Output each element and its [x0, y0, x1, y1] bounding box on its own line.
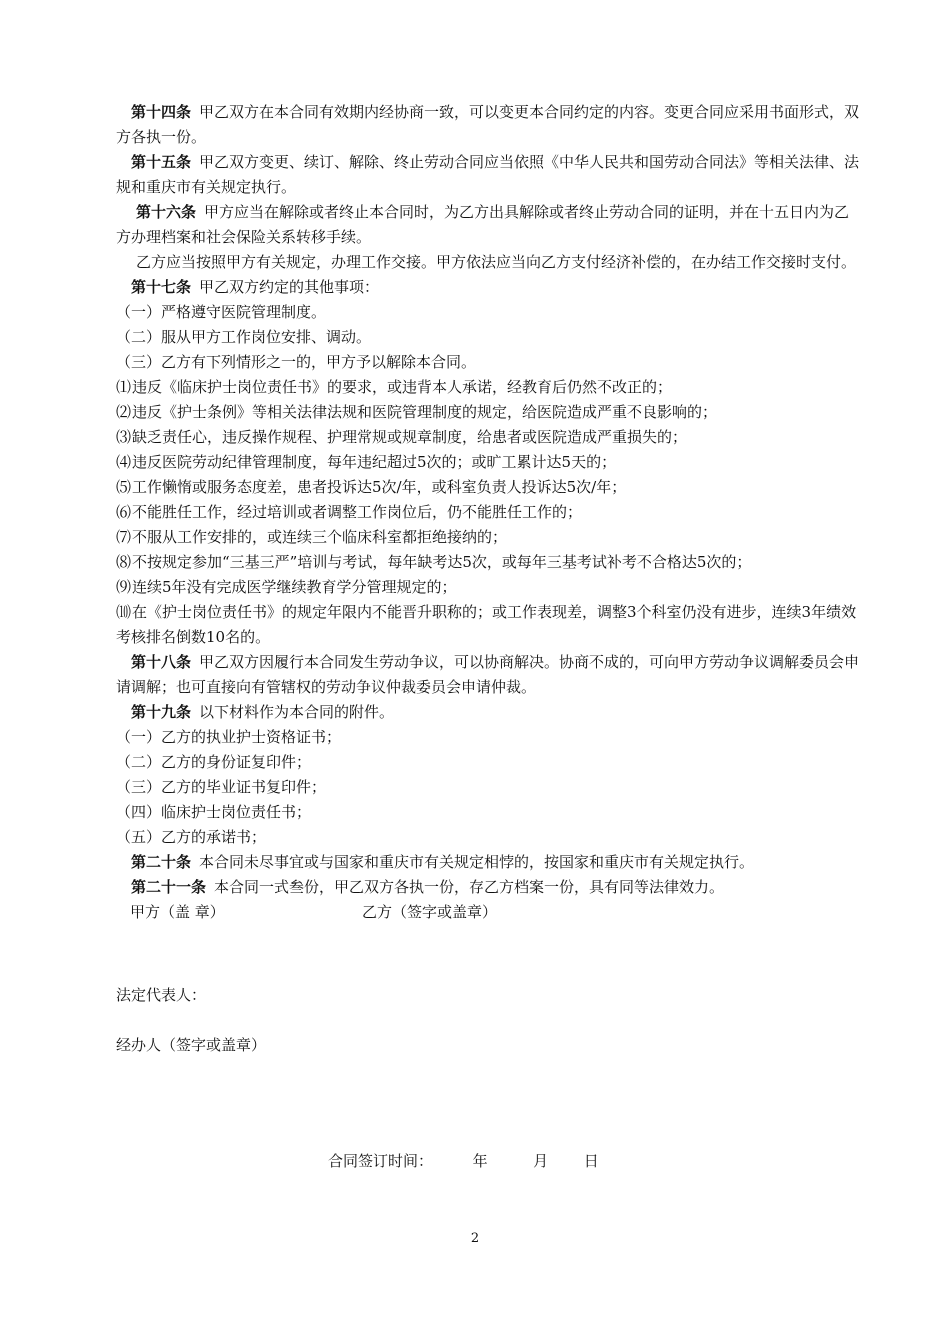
- condition-number: ⑴: [116, 378, 132, 396]
- contract-article: [116, 700, 864, 725]
- article-number: 第二十一条: [131, 878, 207, 896]
- article-text: 甲乙双方变更、续订、解除、终止劳动合同应当依照《中华人民共和国劳动合同法》等相关法律、法规和重庆市有关规定执行。: [116, 153, 860, 196]
- termination-condition: [116, 550, 864, 575]
- list-item: （三）乙方有下列情形之一的，甲方予以解除本合同。: [116, 353, 477, 371]
- article-number: 第十四条: [131, 103, 192, 121]
- termination-condition: [116, 375, 864, 400]
- page-number: 2: [470, 1231, 480, 1246]
- condition-number: ⑹: [116, 503, 132, 521]
- condition-number: ⑼: [116, 578, 132, 596]
- condition-number: ⑻: [116, 553, 132, 571]
- termination-condition: [116, 400, 864, 425]
- list-item: （五）乙方的承诺书；: [116, 828, 267, 846]
- contract-paragraph: 乙方应当按照甲方有关规定，办理工作交接。甲方依法应当向乙方支付经济补偿的，在办结工作交接时支付。: [136, 253, 857, 271]
- date-day: 日: [583, 1152, 599, 1170]
- article-number: 第十六条: [136, 203, 197, 221]
- list-item: （一）严格遵守医院管理制度。: [116, 303, 327, 321]
- contract-article: [116, 100, 864, 150]
- termination-condition: [116, 475, 864, 500]
- contract-article: [116, 200, 864, 250]
- condition-number: ⑽: [116, 603, 132, 621]
- condition-text: 不能胜任工作，经过培训或者调整工作岗位后，仍不能胜任工作的；: [132, 503, 583, 521]
- contract-article: [116, 150, 864, 200]
- list-item: （二）乙方的身份证复印件；: [116, 753, 312, 771]
- party-b-sign: 乙方（签字或盖章）: [362, 903, 498, 921]
- condition-text: 不按规定参加“三基三严”培训与考试，每年缺考达5次，或每年三基考试补考不合格达5次的；: [132, 553, 752, 571]
- contract-article: [116, 275, 864, 300]
- condition-text: 违反医院劳动纪律管理制度，每年违纪超过5次的；或旷工累计达5天的；: [132, 453, 617, 471]
- termination-condition: [116, 600, 864, 650]
- article-text: 本合同未尽事宜或与国家和重庆市有关规定相悖的，按国家和重庆市有关规定执行。: [199, 853, 755, 871]
- contract-body: [116, 100, 864, 1058]
- condition-number: ⑶: [116, 428, 132, 446]
- termination-condition: [116, 425, 864, 450]
- condition-text: 连续5年没有完成医学继续教育学分管理规定的；: [132, 578, 457, 596]
- condition-number: ⑷: [116, 453, 132, 471]
- contract-article: [116, 850, 864, 875]
- condition-text: 违反《护士条例》等相关法律法规和医院管理制度的规定，给医院造成严重不良影响的；: [132, 403, 718, 421]
- list-item: （四）临床护士岗位责任书；: [116, 803, 312, 821]
- condition-number: ⑵: [116, 403, 132, 421]
- termination-condition: [116, 450, 864, 475]
- signature-parties: [116, 900, 864, 925]
- condition-text: 不服从工作安排的，或连续三个临床科室都拒绝接纳的；: [132, 528, 508, 546]
- list-item: （三）乙方的毕业证书复印件；: [116, 778, 327, 796]
- list-item: （二）服从甲方工作岗位安排、调动。: [116, 328, 372, 346]
- article-number: 第十五条: [131, 153, 192, 171]
- termination-condition: [116, 525, 864, 550]
- termination-condition: [116, 575, 864, 600]
- article-number: 第十八条: [131, 653, 192, 671]
- article-number: 第十七条: [131, 278, 192, 296]
- signing-date-label: 合同签订时间：: [328, 1152, 434, 1170]
- contract-articles: [116, 100, 864, 900]
- condition-number: ⑺: [116, 528, 132, 546]
- date-year: 年: [472, 1152, 488, 1170]
- contract-article: [116, 875, 864, 900]
- article-text: 甲乙双方约定的其他事项：: [199, 278, 380, 296]
- condition-text: 工作懒惰或服务态度差，患者投诉达5次/年，或科室负责人投诉达5次/年；: [132, 478, 627, 496]
- article-number: 第二十条: [131, 853, 192, 871]
- article-text: 本合同一式叁份，甲乙双方各执一份，存乙方档案一份，具有同等法律效力。: [214, 878, 725, 896]
- legal-representative: 法定代表人：: [116, 986, 207, 1004]
- condition-text: 缺乏责任心，违反操作规程、护理常规或规章制度，给患者或医院造成严重损失的；: [132, 428, 688, 446]
- article-text: 甲方应当在解除或者终止本合同时，为乙方出具解除或者终止劳动合同的证明，并在十五日内为乙方办理档案和社会保险关系转移手续。: [116, 203, 850, 246]
- condition-number: ⑸: [116, 478, 132, 496]
- handler-signature: 经办人（签字或盖章）: [116, 1036, 267, 1054]
- date-month: 月: [533, 1152, 549, 1170]
- termination-condition: [116, 500, 864, 525]
- article-text: 甲乙双方在本合同有效期内经协商一致，可以变更本合同约定的内容。变更合同应采用书面形式，双方各执一份。: [116, 103, 860, 146]
- condition-text: 违反《临床护士岗位责任书》的要求，或违背本人承诺，经教育后仍然不改正的；: [132, 378, 673, 396]
- list-item: （一）乙方的执业护士资格证书；: [116, 728, 342, 746]
- article-text: 以下材料作为本合同的附件。: [199, 703, 395, 721]
- contract-article: [116, 650, 864, 700]
- party-a-seal: 甲方（盖 章）: [130, 903, 225, 921]
- signing-date-line: [328, 1149, 599, 1174]
- condition-text: 在《护士岗位责任书》的规定年限内不能晋升职称的；或工作表现差，调整3个科室仍没有进步，连续3年绩效考核排名倒数10名的。: [116, 603, 857, 646]
- article-text: 甲乙双方因履行本合同发生劳动争议，可以协商解决。协商不成的，可向甲方劳动争议调解委员会申请调解；也可直接向有管辖权的劳动争议仲裁委员会申请仲裁。: [116, 653, 860, 696]
- article-number: 第十九条: [131, 703, 192, 721]
